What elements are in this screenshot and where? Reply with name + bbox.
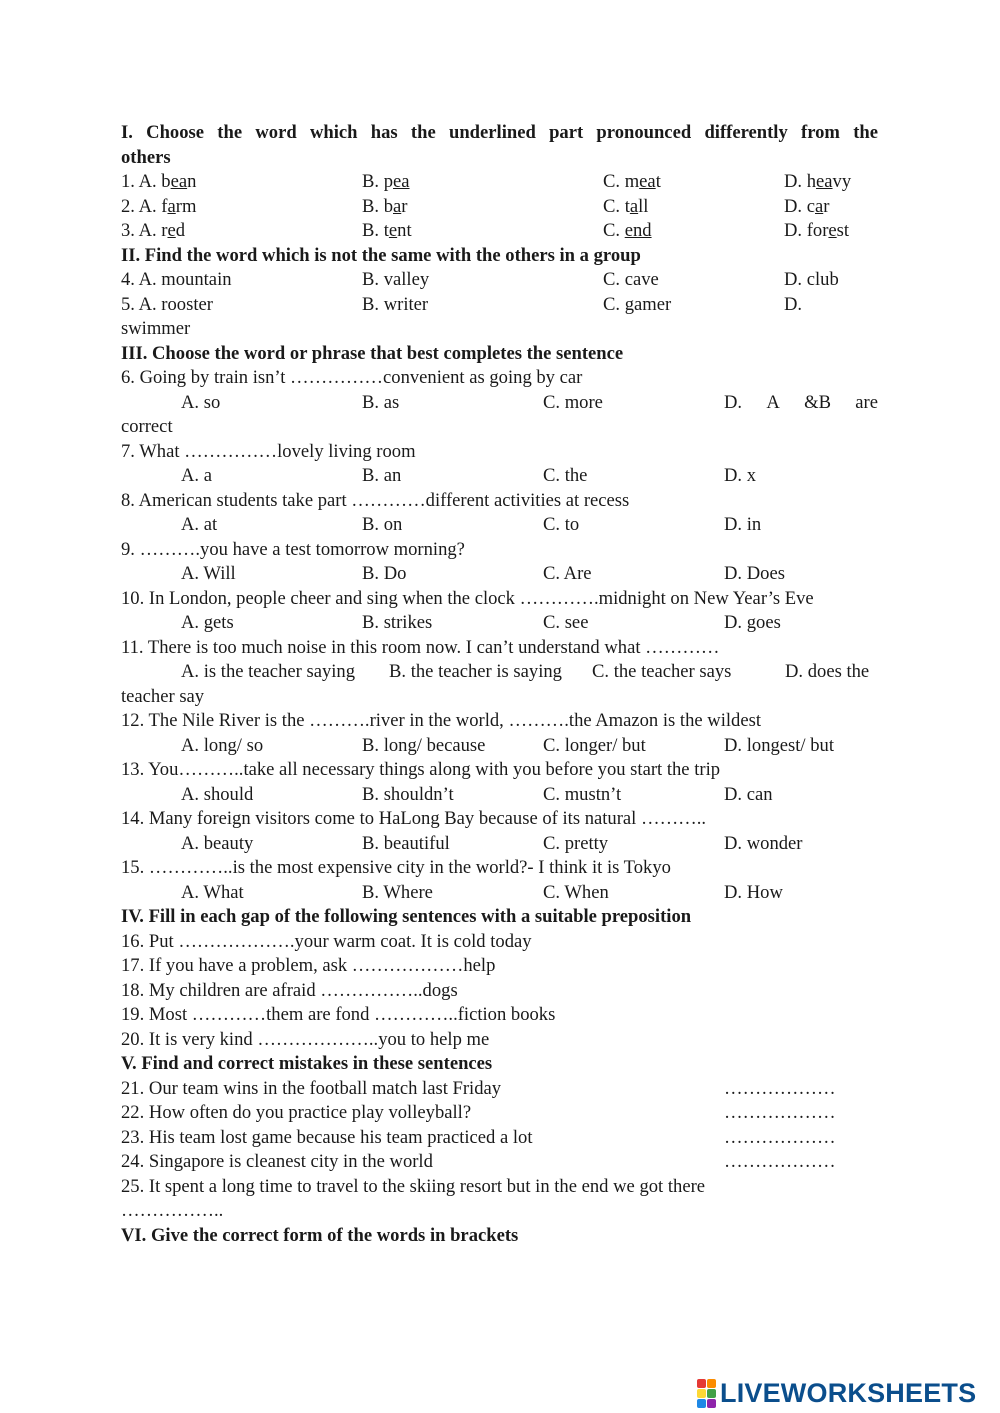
q13-option-a: A. should — [181, 783, 254, 805]
q13-options — [121, 783, 878, 808]
q4-option-c: C. cave — [603, 269, 659, 290]
q6-options — [121, 391, 878, 416]
section-1-heading-wrap: others — [121, 146, 171, 168]
q25-answer-blank[interactable]: …………….. — [121, 1200, 224, 1221]
q13-option-c: C. mustn’t — [543, 783, 622, 805]
fill-question[interactable]: 17. If you have a problem, ask ………………help — [121, 955, 496, 976]
q2-option-c: C. tall — [603, 195, 649, 217]
logo-text: LIVEWORKSHEETS — [720, 1377, 977, 1408]
section-1-heading: I. Choose the word which has the underlined part pronounced differently from the — [121, 122, 878, 143]
q8-option-c: C. to — [543, 514, 580, 535]
q4-option-a: 4. A. mountain — [121, 269, 232, 290]
mistake-question — [121, 1077, 878, 1102]
q10-option-b: B. strikes — [362, 612, 433, 633]
q6-option-b: B. as — [362, 391, 400, 413]
q11-stem: 11. There is too much noise in this room now. I can’t understand what ………… — [121, 636, 720, 658]
q4-option-b: B. valley — [362, 269, 430, 290]
q14-option-c: C. pretty — [543, 832, 609, 854]
section-5-heading: V. Find and correct mistakes in these sentences — [121, 1053, 493, 1074]
q4-option-d: D. club — [784, 269, 839, 290]
question-3 — [121, 219, 878, 244]
fill-question[interactable]: 20. It is very kind ………………..you to help me — [121, 1028, 490, 1050]
q1-option-a: 1. A. bean — [121, 171, 197, 192]
section-3-heading: III. Choose the word or phrase that best completes the sentence — [121, 342, 624, 364]
question-5 — [121, 293, 878, 318]
q6-option-c: C. more — [543, 391, 603, 413]
section-2-heading: II. Find the word which is not the same with the others in a group — [121, 244, 641, 266]
q3-option-b: B. tent — [362, 220, 412, 241]
q9-option-c: C. Are — [543, 563, 592, 584]
q8-option-d: D. in — [724, 514, 762, 535]
q7-option-b: B. an — [362, 465, 402, 486]
q11-options — [121, 660, 878, 685]
fill-question[interactable]: 18. My children are afraid ……………..dogs — [121, 979, 458, 1001]
q13-option-d: D. can — [724, 783, 773, 805]
q14-option-d: D. wonder — [724, 832, 803, 854]
q8-stem: 8. American students take part …………different activities at recess — [121, 489, 630, 511]
question-4 — [121, 268, 878, 293]
q9-options — [121, 562, 878, 587]
q7-option-c: C. the — [543, 465, 588, 486]
q9-stem: 9. ……….you have a test tomorrow morning? — [121, 538, 465, 560]
q12-options — [121, 734, 878, 759]
q3-option-d: D. forest — [784, 220, 850, 241]
q13-option-b: B. shouldn’t — [362, 783, 454, 805]
q7-option-d: D. x — [724, 465, 757, 486]
q12-option-a: A. long/ so — [181, 734, 264, 756]
mistake-text: 24. Singapore is cleanest city in the world — [121, 1151, 433, 1172]
mistake-text: 21. Our team wins in the football match last Friday — [121, 1077, 502, 1099]
mistake-question — [121, 1126, 878, 1151]
q14-option-a: A. beauty — [181, 832, 254, 854]
q14-stem: 14. Many foreign visitors come to HaLong Bay because of its natural ……….. — [121, 808, 707, 829]
q5-option-c: C. gamer — [603, 293, 672, 315]
q11-option-a: A. is the teacher saying — [181, 661, 355, 682]
q8-options — [121, 513, 878, 538]
mistake-question — [121, 1150, 878, 1175]
answer-blank[interactable]: ……………… — [724, 1126, 836, 1148]
q1-option-d: D. heavy — [784, 171, 852, 192]
q10-option-d: D. goes — [724, 612, 781, 633]
q9-option-a: A. Will — [181, 563, 236, 584]
q14-options — [121, 832, 878, 857]
fill-question[interactable]: 19. Most …………them are fond …………..fiction books — [121, 1004, 556, 1025]
q9-option-d: D. Does — [724, 563, 785, 584]
fill-question[interactable]: 16. Put ……………….your warm coat. It is cold today — [121, 930, 532, 952]
q15-option-d: D. How — [724, 881, 783, 903]
answer-blank[interactable]: ……………… — [724, 1102, 836, 1123]
q15-options — [121, 881, 878, 906]
q3-option-c: C. end — [603, 220, 652, 241]
q6-option-a: A. so — [181, 391, 221, 413]
q2-option-b: B. bar — [362, 195, 408, 217]
q1-option-b: B. pea — [362, 171, 410, 192]
q6-stem: 6. Going by train isn’t ……………convenient as going by car — [121, 367, 583, 388]
q15-option-c: C. When — [543, 881, 609, 903]
q10-option-a: A. gets — [181, 612, 234, 633]
mistake-text: 22. How often do you practice play volleyball? — [121, 1102, 472, 1123]
q11-option-b: B. the teacher is saying — [389, 661, 562, 682]
logo-mark-icon — [697, 1379, 716, 1408]
q12-option-b: B. long/ because — [362, 734, 486, 756]
answer-blank[interactable]: ……………… — [724, 1151, 836, 1172]
mistake-text: 23. His team lost game because his team practiced a lot — [121, 1126, 533, 1148]
q3-option-a: 3. A. red — [121, 220, 186, 241]
q11-option-c: C. the teacher says — [592, 661, 732, 682]
q10-stem: 10. In London, people cheer and sing when the clock ………….midnight on New Year’s Eve — [121, 587, 814, 609]
section-6-heading: VI. Give the correct form of the words in brackets — [121, 1224, 519, 1246]
q5-option-d: D. — [784, 293, 803, 315]
q2-option-d: D. car — [784, 195, 830, 217]
q15-stem: 15. …………..is the most expensive city in the world?- I think it is Tokyo — [121, 857, 671, 878]
q5-option-d-wrap: swimmer — [121, 318, 191, 339]
section-4-heading: IV. Fill in each gap of the following sentences with a suitable preposition — [121, 906, 692, 927]
q12-stem: 12. The Nile River is the ……….river in the world, ……….the Amazon is the wildest — [121, 710, 762, 731]
q5-option-b: B. writer — [362, 293, 429, 315]
worksheet-content — [121, 121, 878, 1248]
q1-option-c: C. meat — [603, 171, 661, 192]
mistake-question — [121, 1101, 878, 1126]
q2-option-a: 2. A. farm — [121, 195, 197, 217]
answer-blank[interactable]: ……………… — [724, 1077, 836, 1099]
q8-option-b: B. on — [362, 514, 403, 535]
q9-option-b: B. Do — [362, 563, 407, 584]
q25-text: 25. It spent a long time to travel to the skiing resort but in the end we got there — [121, 1175, 706, 1197]
q5-option-a: 5. A. rooster — [121, 293, 213, 315]
liveworksheets-logo — [697, 1377, 997, 1409]
q7-option-a: A. a — [181, 465, 212, 486]
q13-stem: 13. You………..take all necessary things along with you before you start the trip — [121, 759, 721, 780]
q6-option-d-wrap: correct — [121, 416, 173, 437]
q10-options — [121, 611, 878, 636]
q11-option-d-wrap: teacher say — [121, 685, 205, 707]
q8-option-a: A. at — [181, 514, 218, 535]
question-2 — [121, 195, 878, 220]
q14-option-b: B. beautiful — [362, 832, 450, 854]
q6-option-d: D. A &B are — [724, 391, 878, 413]
question-1 — [121, 170, 878, 195]
q7-options — [121, 464, 878, 489]
q12-option-d: D. longest/ but — [724, 734, 835, 756]
q11-option-d: D. does the — [785, 661, 870, 682]
q7-stem: 7. What ……………lovely living room — [121, 440, 416, 462]
q10-option-c: C. see — [543, 612, 589, 633]
q15-option-b: B. Where — [362, 881, 433, 903]
q12-option-c: C. longer/ but — [543, 734, 646, 756]
q15-option-a: A. What — [181, 881, 244, 903]
